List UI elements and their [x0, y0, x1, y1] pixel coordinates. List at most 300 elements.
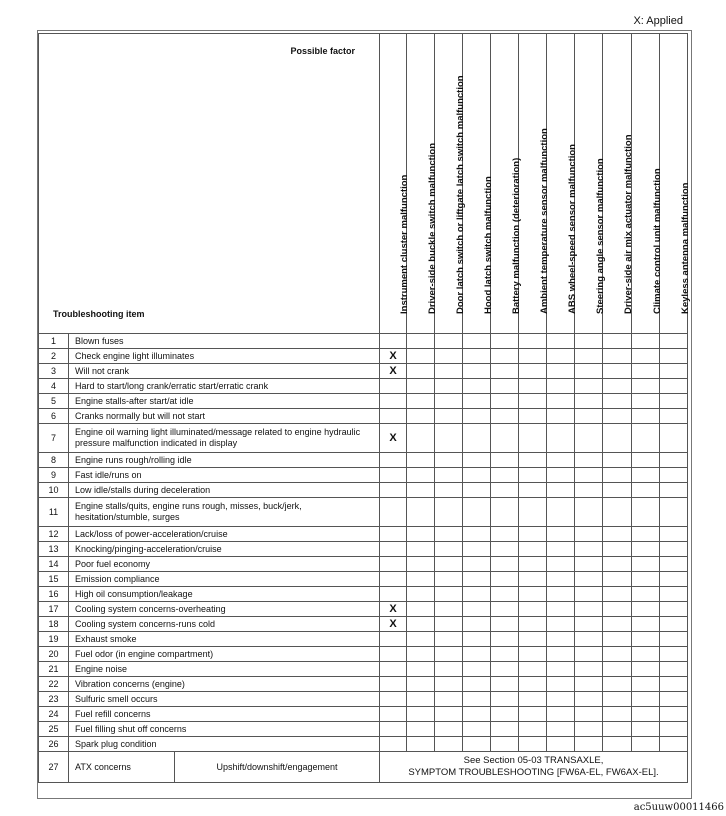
factor-cell [575, 349, 603, 364]
row-number: 24 [39, 707, 69, 722]
factor-cell [575, 617, 603, 632]
factor-cell [603, 647, 632, 662]
applied-mark [380, 677, 407, 692]
factor-cell [575, 527, 603, 542]
troubleshooting-item: Blown fuses [69, 334, 380, 349]
factor-cell [519, 527, 547, 542]
troubleshooting-item: Spark plug condition [69, 737, 380, 752]
factor-cell [435, 468, 463, 483]
factor-cell [519, 409, 547, 424]
factor-cell [547, 424, 575, 453]
factor-cell [435, 364, 463, 379]
factor-cell [407, 662, 435, 677]
factor-cell [519, 379, 547, 394]
applied-mark [380, 498, 407, 527]
factor-cell [603, 379, 632, 394]
troubleshooting-item: Vibration concerns (engine) [69, 677, 380, 692]
factor-cell [519, 647, 547, 662]
factor-cell [547, 364, 575, 379]
factor-cell [660, 379, 688, 394]
factor-cell [632, 692, 660, 707]
applied-mark [380, 707, 407, 722]
troubleshooting-item: Lack/loss of power-acceleration/cruise [69, 527, 380, 542]
factor-cell [491, 647, 519, 662]
factor-cell [603, 632, 632, 647]
table-row [39, 752, 688, 783]
factor-cell [463, 453, 491, 468]
factor-cell [491, 602, 519, 617]
row-number: 4 [39, 379, 69, 394]
row-number: 21 [39, 662, 69, 677]
applied-mark: X [380, 617, 407, 632]
row-number: 20 [39, 647, 69, 662]
factor-cell [632, 677, 660, 692]
factor-cell [463, 737, 491, 752]
row-number: 17 [39, 602, 69, 617]
factor-cell [463, 572, 491, 587]
troubleshooting-item: Engine noise [69, 662, 380, 677]
factor-cell [519, 677, 547, 692]
factor-cell [491, 527, 519, 542]
factor-cell [463, 647, 491, 662]
row-number: 18 [39, 617, 69, 632]
factor-cell [603, 677, 632, 692]
factor-cell [435, 527, 463, 542]
row-number: 11 [39, 498, 69, 527]
factor-cell [660, 453, 688, 468]
row-number: 1 [39, 334, 69, 349]
row-number: 5 [39, 394, 69, 409]
factor-cell [463, 394, 491, 409]
factor-header [603, 34, 635, 334]
factor-cell [463, 662, 491, 677]
factor-header [435, 34, 466, 334]
factor-cell [519, 692, 547, 707]
factor-cell [660, 617, 688, 632]
table-row [39, 424, 688, 453]
factor-cell [547, 692, 575, 707]
factor-cell [632, 617, 660, 632]
applied-mark [380, 647, 407, 662]
factor-cell [491, 737, 519, 752]
factor-cell [491, 424, 519, 453]
factor-cell [407, 468, 435, 483]
factor-cell [575, 632, 603, 647]
factor-cell [660, 722, 688, 737]
factor-cell [435, 379, 463, 394]
factor-cell [660, 662, 688, 677]
factor-cell [603, 722, 632, 737]
factor-header [491, 34, 522, 334]
troubleshooting-item: Knocking/pinging-acceleration/cruise [69, 542, 380, 557]
table-row [39, 394, 688, 409]
factor-cell [575, 483, 603, 498]
factor-cell [491, 468, 519, 483]
troubleshooting-item: Sulfuric smell occurs [69, 692, 380, 707]
factor-cell [519, 722, 547, 737]
factor-cell [632, 722, 660, 737]
factor-cell [660, 483, 688, 498]
factor-cell [407, 527, 435, 542]
factor-cell [603, 542, 632, 557]
troubleshooting-item: Engine runs rough/rolling idle [69, 453, 380, 468]
factor-cell [603, 334, 632, 349]
troubleshooting-item: Engine stalls/quits, engine runs rough, misses, buck/jerk, hesitation/stumble, surges [69, 498, 380, 527]
factor-cell [435, 587, 463, 602]
factor-cell [547, 677, 575, 692]
factor-cell [519, 557, 547, 572]
factor-cell [407, 557, 435, 572]
table-row [39, 647, 688, 662]
table-row [39, 483, 688, 498]
factor-cell [435, 677, 463, 692]
factor-cell [463, 483, 491, 498]
factor-cell [603, 527, 632, 542]
row-number: 19 [39, 632, 69, 647]
factor-cell [407, 737, 435, 752]
factor-cell [547, 453, 575, 468]
factor-cell [463, 379, 491, 394]
troubleshooting-item: Emission compliance [69, 572, 380, 587]
table-row [39, 707, 688, 722]
factor-cell [519, 483, 547, 498]
factor-cell [660, 527, 688, 542]
table-row [39, 379, 688, 394]
applied-mark [380, 409, 407, 424]
troubleshooting-subitem: Upshift/downshift/engagement [175, 752, 380, 783]
factor-cell [632, 737, 660, 752]
factor-cell [632, 349, 660, 364]
factor-cell [603, 394, 632, 409]
factor-cell [519, 707, 547, 722]
factor-cell [632, 707, 660, 722]
factor-cell [632, 542, 660, 557]
factor-cell [519, 602, 547, 617]
factor-cell [407, 647, 435, 662]
factor-label: ABS wheel-speed sensor malfunction [566, 144, 578, 314]
table-row [39, 542, 688, 557]
factor-cell [491, 692, 519, 707]
factor-cell [519, 662, 547, 677]
factor-cell [463, 364, 491, 379]
row-number: 2 [39, 349, 69, 364]
factor-cell [575, 364, 603, 379]
factor-cell [547, 572, 575, 587]
factor-cell [547, 468, 575, 483]
factor-cell [491, 617, 519, 632]
factor-cell [407, 632, 435, 647]
factor-cell [632, 394, 660, 409]
reference-note [380, 752, 688, 783]
factor-cell [603, 617, 632, 632]
factor-cell [463, 409, 491, 424]
factor-cell [660, 632, 688, 647]
factor-label: Steering angle sensor malfunction [594, 158, 606, 314]
factor-cell [491, 379, 519, 394]
factor-cell [407, 364, 435, 379]
factor-label: Battery malfunction (deterioration) [510, 157, 522, 314]
factor-cell [660, 572, 688, 587]
table-row [39, 617, 688, 632]
table-row [39, 334, 688, 349]
troubleshooting-item: Will not crank [69, 364, 380, 379]
applied-mark [380, 334, 407, 349]
troubleshooting-item: Fast idle/runs on [69, 468, 380, 483]
factor-cell [575, 379, 603, 394]
factor-cell [603, 602, 632, 617]
factor-cell [603, 662, 632, 677]
factor-cell [575, 692, 603, 707]
factor-cell [519, 364, 547, 379]
factor-cell [660, 602, 688, 617]
applied-mark [380, 662, 407, 677]
factor-cell [435, 632, 463, 647]
factor-cell [547, 647, 575, 662]
factor-cell [632, 572, 660, 587]
factor-cell [660, 737, 688, 752]
factor-cell [519, 632, 547, 647]
factor-cell [491, 677, 519, 692]
factor-cell [435, 692, 463, 707]
row-number: 15 [39, 572, 69, 587]
factor-cell [603, 498, 632, 527]
factor-label: Keyless antenna malfunction [679, 182, 691, 314]
factor-header [547, 34, 578, 334]
factor-cell [575, 424, 603, 453]
factor-cell [435, 498, 463, 527]
factor-cell [547, 707, 575, 722]
factor-cell [575, 409, 603, 424]
factor-cell [407, 424, 435, 453]
factor-cell [491, 498, 519, 527]
applied-mark [380, 692, 407, 707]
factor-cell [435, 737, 463, 752]
applied-mark: X [380, 364, 407, 379]
factor-cell [491, 722, 519, 737]
factor-header [660, 34, 691, 334]
factor-cell [660, 394, 688, 409]
troubleshooting-item-heading: Troubleshooting item [53, 309, 145, 319]
factor-cell [435, 394, 463, 409]
table-row [39, 557, 688, 572]
factor-cell [547, 394, 575, 409]
factor-cell [463, 424, 491, 453]
factor-cell [575, 587, 603, 602]
factor-cell [660, 468, 688, 483]
table-row [39, 677, 688, 692]
factor-cell [407, 722, 435, 737]
factor-cell [407, 349, 435, 364]
factor-cell [491, 572, 519, 587]
factor-cell [463, 587, 491, 602]
table-row [39, 632, 688, 647]
row-number: 7 [39, 424, 69, 453]
factor-cell [547, 602, 575, 617]
factor-cell [575, 647, 603, 662]
factor-cell [547, 737, 575, 752]
factor-cell [519, 468, 547, 483]
factor-cell [632, 483, 660, 498]
factor-cell [435, 572, 463, 587]
factor-cell [547, 527, 575, 542]
factor-cell [407, 572, 435, 587]
factor-cell [463, 722, 491, 737]
factor-cell [632, 424, 660, 453]
legend-applied: X: Applied [633, 15, 683, 27]
factor-cell [575, 394, 603, 409]
factor-cell [575, 662, 603, 677]
factor-cell [519, 453, 547, 468]
table-row [39, 662, 688, 677]
applied-mark: X [380, 602, 407, 617]
possible-factor-heading: Possible factor [290, 46, 356, 56]
factor-cell [660, 424, 688, 453]
troubleshooting-item: High oil consumption/leakage [69, 587, 380, 602]
factor-cell [407, 394, 435, 409]
factor-cell [603, 483, 632, 498]
factor-cell [435, 334, 463, 349]
factor-cell [575, 737, 603, 752]
factor-cell [575, 602, 603, 617]
factor-cell [603, 349, 632, 364]
factor-cell [407, 453, 435, 468]
factor-cell [435, 349, 463, 364]
row-number: 10 [39, 483, 69, 498]
factor-cell [463, 498, 491, 527]
factor-cell [407, 379, 435, 394]
factor-cell [547, 379, 575, 394]
factor-cell [491, 483, 519, 498]
table-row [39, 722, 688, 737]
row-number: 9 [39, 468, 69, 483]
factor-cell [407, 617, 435, 632]
factor-cell [575, 572, 603, 587]
factor-cell [491, 349, 519, 364]
factor-cell [547, 662, 575, 677]
factor-header [463, 34, 494, 334]
factor-cell [575, 334, 603, 349]
row-number: 12 [39, 527, 69, 542]
factor-cell [435, 617, 463, 632]
reference-note-line: SYMPTOM TROUBLESHOOTING [FW6A-EL, FW6AX-EL]. [408, 767, 659, 778]
factor-label: Hood latch switch malfunction [482, 176, 494, 314]
factor-cell [519, 394, 547, 409]
factor-label: Door latch switch or liftgate latch switch malfunction [454, 75, 466, 314]
troubleshooting-item: Low idle/stalls during deceleration [69, 483, 380, 498]
factor-cell [660, 707, 688, 722]
factor-cell [603, 737, 632, 752]
table-row [39, 587, 688, 602]
table-row [39, 602, 688, 617]
factor-cell [660, 647, 688, 662]
applied-mark [380, 632, 407, 647]
factor-cell [407, 587, 435, 602]
applied-mark [380, 394, 407, 409]
factor-cell [435, 602, 463, 617]
factor-cell [660, 364, 688, 379]
factor-cell [547, 542, 575, 557]
factor-cell [575, 542, 603, 557]
factor-cell [603, 572, 632, 587]
factor-cell [519, 572, 547, 587]
troubleshooting-item: Engine oil warning light illuminated/message related to engine hydraulic pressure malfunction indicated in display [69, 424, 380, 453]
factor-cell [660, 692, 688, 707]
factor-cell [603, 468, 632, 483]
factor-cell [660, 349, 688, 364]
table-row [39, 737, 688, 752]
factor-cell [435, 722, 463, 737]
factor-cell [407, 677, 435, 692]
factor-cell [491, 587, 519, 602]
factor-cell [463, 527, 491, 542]
row-number: 13 [39, 542, 69, 557]
applied-mark [380, 453, 407, 468]
factor-cell [435, 542, 463, 557]
factor-label: Driver-side air mix actuator malfunction [623, 134, 635, 314]
factor-label: Ambient temperature sensor malfunction [538, 128, 550, 314]
troubleshooting-item: Cranks normally but will not start [69, 409, 380, 424]
factor-cell [603, 557, 632, 572]
row-number: 6 [39, 409, 69, 424]
factor-cell [491, 409, 519, 424]
factor-cell [407, 409, 435, 424]
factor-cell [491, 632, 519, 647]
factor-cell [491, 662, 519, 677]
factor-cell [632, 379, 660, 394]
table-row [39, 409, 688, 424]
factor-header [407, 34, 438, 334]
factor-cell [547, 498, 575, 527]
applied-mark [380, 587, 407, 602]
factor-cell [519, 542, 547, 557]
factor-label: Instrument cluster malfunction [399, 174, 411, 314]
factor-cell [407, 707, 435, 722]
troubleshooting-item: Fuel refill concerns [69, 707, 380, 722]
factor-cell [632, 602, 660, 617]
factor-cell [603, 364, 632, 379]
factor-cell [519, 424, 547, 453]
factor-cell [603, 424, 632, 453]
factor-cell [660, 498, 688, 527]
factor-cell [463, 692, 491, 707]
troubleshooting-item: Poor fuel economy [69, 557, 380, 572]
factor-cell [547, 409, 575, 424]
table-row [39, 692, 688, 707]
factor-cell [575, 557, 603, 572]
factor-cell [435, 557, 463, 572]
table-row [39, 498, 688, 527]
figure-code: ac5uuw00011466 [633, 802, 724, 813]
applied-mark [380, 737, 407, 752]
factor-cell [632, 662, 660, 677]
factor-cell [660, 587, 688, 602]
troubleshooting-item: Fuel filling shut off concerns [69, 722, 380, 737]
applied-mark [380, 557, 407, 572]
factor-cell [491, 557, 519, 572]
row-number: 8 [39, 453, 69, 468]
factor-cell [407, 542, 435, 557]
factor-header [632, 34, 663, 334]
factor-cell [603, 453, 632, 468]
table-row [39, 453, 688, 468]
factor-cell [407, 692, 435, 707]
table-row [39, 468, 688, 483]
row-number: 27 [39, 752, 69, 783]
factor-cell [632, 647, 660, 662]
factor-cell [660, 557, 688, 572]
factor-cell [519, 498, 547, 527]
factor-cell [660, 409, 688, 424]
